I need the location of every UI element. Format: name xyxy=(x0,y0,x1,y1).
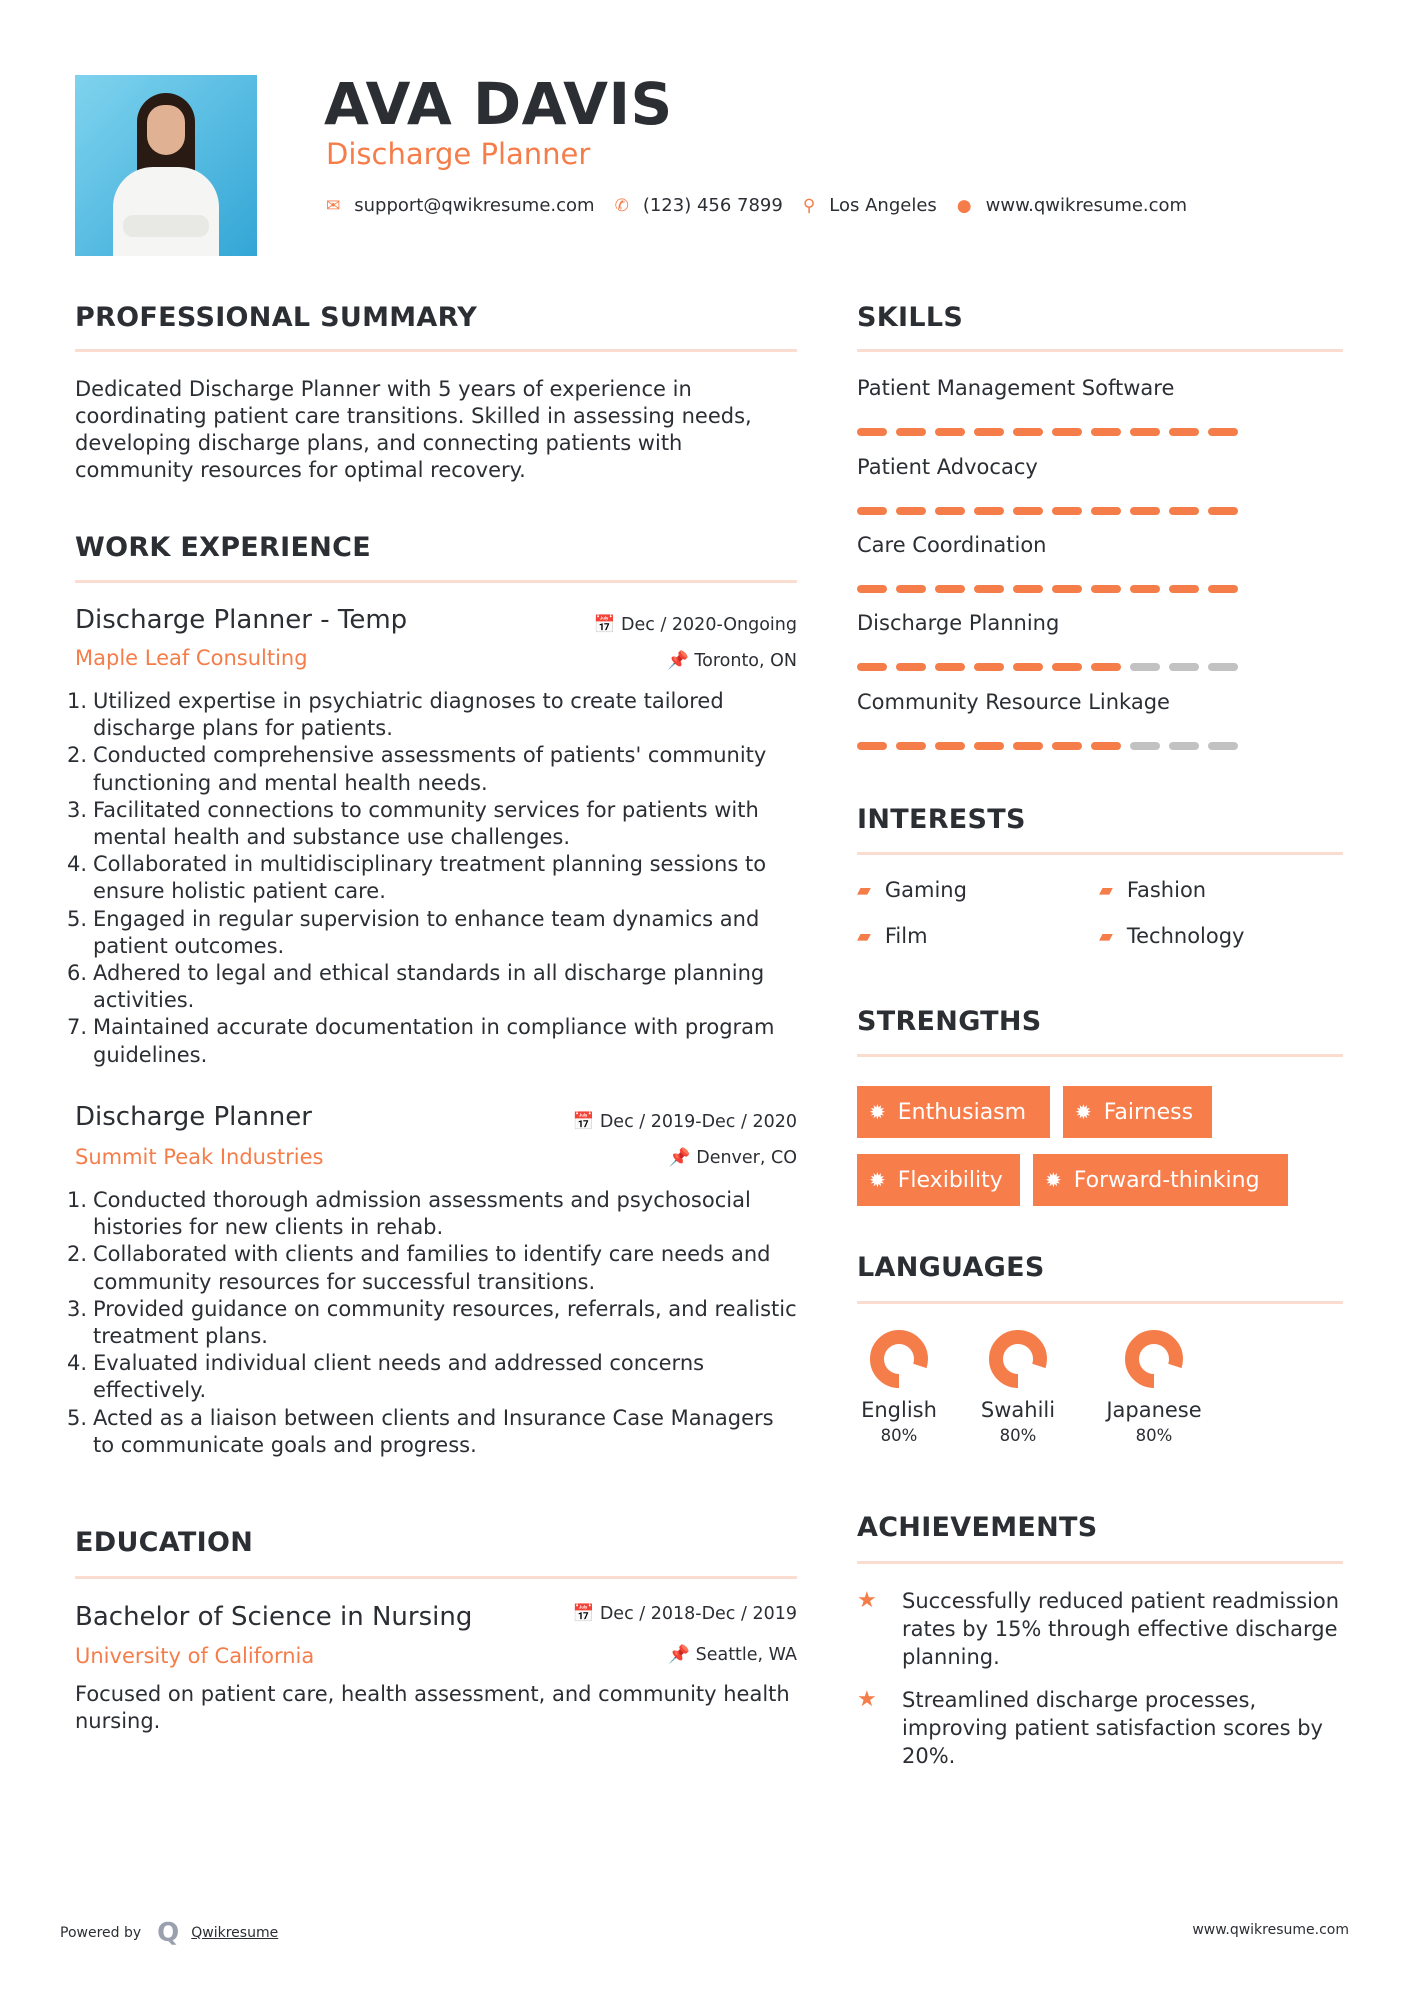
skill-dash xyxy=(857,428,887,436)
star-icon: ★ xyxy=(857,1687,877,1712)
calendar-icon: 📅 xyxy=(572,1112,600,1132)
experience-heading: WORK EXPERIENCE xyxy=(75,532,371,563)
badge-icon: ✹ xyxy=(1075,1100,1092,1124)
language-percent: 80% xyxy=(1135,1426,1173,1445)
skill-dash xyxy=(857,663,887,671)
map-pin-icon: ⚲ xyxy=(802,195,816,216)
skill-rating xyxy=(857,428,1238,436)
skill-dash xyxy=(1052,428,1082,436)
job-location: 📌 Denver, CO xyxy=(668,1148,797,1168)
star-icon: ★ xyxy=(857,1588,877,1613)
book-icon: ▰ xyxy=(857,879,871,901)
skill-dash xyxy=(935,507,965,515)
skill-dash xyxy=(1208,585,1238,593)
language-donut xyxy=(987,1328,1049,1390)
language-item xyxy=(958,1328,1078,1445)
contact-email[interactable]: support@qwikresume.com xyxy=(354,195,595,216)
languages-heading: LANGUAGES xyxy=(857,1252,1045,1283)
skill-dash xyxy=(896,507,926,515)
skill-dash xyxy=(1091,742,1121,750)
skill-dash xyxy=(974,742,1004,750)
job-bullets xyxy=(67,688,800,1069)
summary-text: Dedicated Discharge Planner with 5 years of experience in coordinating patient care transitions. Skilled in assessing needs, developing discharge plans, and connecting patients with community resources for optimal recovery. xyxy=(75,377,752,482)
interests-heading: INTERESTS xyxy=(857,804,1026,835)
skill-dash xyxy=(1013,742,1043,750)
globe-icon: ● xyxy=(956,195,972,216)
skill-dash xyxy=(1169,428,1199,436)
skill-dash xyxy=(1208,507,1238,515)
job-date: 📅 Dec / 2020-Ongoing xyxy=(593,615,797,635)
candidate-title: Discharge Planner xyxy=(326,137,591,171)
skills-heading: SKILLS xyxy=(857,302,964,333)
job-bullets xyxy=(67,1187,800,1459)
language-percent: 80% xyxy=(880,1426,918,1445)
skill-dash xyxy=(1169,742,1199,750)
skill-dash xyxy=(974,428,1004,436)
bullet-item: 6. Adhered to legal and ethical standards in all discharge planning activities. xyxy=(67,961,765,1013)
skill-rating xyxy=(857,742,1238,750)
skill-rating xyxy=(857,507,1238,515)
bullet-item: 5. Acted as a liaison between clients and Insurance Case Managers to communicate goals and progress. xyxy=(67,1405,774,1457)
skill-dash xyxy=(857,585,887,593)
footer-powered: Powered by Q Qwikresume xyxy=(60,1918,279,1948)
bullet-item: 7. Maintained accurate documentation in compliance with program guidelines. xyxy=(67,1015,775,1067)
skill-name: Patient Management Software xyxy=(857,376,1175,400)
skill-name: Discharge Planning xyxy=(857,611,1060,635)
skill-dash xyxy=(1130,585,1160,593)
skill-dash xyxy=(857,742,887,750)
badge-icon: ✹ xyxy=(869,1168,886,1192)
bullet-item: 4. Evaluated individual client needs and addressed concerns effectively. xyxy=(67,1351,705,1403)
bullet-item: 2. Conducted comprehensive assessments of patients' community functioning and mental health needs. xyxy=(67,743,767,795)
skill-dash xyxy=(935,428,965,436)
skill-dash xyxy=(896,585,926,593)
job-company: Maple Leaf Consulting xyxy=(75,646,308,670)
badge-icon: ✹ xyxy=(869,1100,886,1124)
skill-name: Care Coordination xyxy=(857,533,1047,557)
education-description: Focused on patient care, health assessment, and community health nursing. xyxy=(75,1682,790,1733)
skill-dash xyxy=(1208,742,1238,750)
skill-dash xyxy=(1091,585,1121,593)
languages-divider xyxy=(857,1301,1343,1304)
skill-dash xyxy=(1013,507,1043,515)
strength-tag: ✹ Forward-thinking xyxy=(1033,1154,1288,1206)
skill-dash xyxy=(935,585,965,593)
job-location: 📌 Toronto, ON xyxy=(667,651,797,671)
skill-dash xyxy=(1130,742,1160,750)
job-title: Discharge Planner xyxy=(75,1102,312,1132)
strength-tag: ✹ Flexibility xyxy=(857,1154,1020,1206)
skill-dash xyxy=(1169,585,1199,593)
achievements-divider xyxy=(857,1561,1343,1564)
skill-dash xyxy=(1208,428,1238,436)
language-name: English xyxy=(861,1398,937,1422)
badge-icon: ✹ xyxy=(1045,1168,1062,1192)
calendar-icon: 📅 xyxy=(572,1604,600,1624)
language-name: Japanese xyxy=(1106,1398,1202,1422)
skill-dash xyxy=(1169,663,1199,671)
pin-icon: 📌 xyxy=(668,1645,696,1665)
education-location: 📌 Seattle, WA xyxy=(668,1645,797,1665)
skill-dash xyxy=(1091,663,1121,671)
skill-dash xyxy=(1052,663,1082,671)
skill-dash xyxy=(1130,428,1160,436)
contact-phone[interactable]: (123) 456 7899 xyxy=(642,195,783,216)
language-donut xyxy=(868,1328,930,1390)
strength-tag: ✹ Fairness xyxy=(1063,1086,1212,1138)
job-title: Discharge Planner - Temp xyxy=(75,605,408,635)
profile-photo xyxy=(75,75,257,256)
calendar-icon: 📅 xyxy=(593,615,622,635)
book-icon: ▰ xyxy=(1099,879,1113,901)
skills-divider xyxy=(857,349,1343,352)
education-heading: EDUCATION xyxy=(75,1527,254,1558)
skill-dash xyxy=(1091,428,1121,436)
summary-heading: PROFESSIONAL SUMMARY xyxy=(75,302,478,333)
skill-dash xyxy=(1208,663,1238,671)
language-donut xyxy=(1123,1328,1185,1390)
bullet-item: 5. Engaged in regular supervision to enhance team dynamics and patient outcomes. xyxy=(67,906,760,958)
book-icon: ▰ xyxy=(1099,925,1113,947)
language-item xyxy=(839,1328,959,1445)
interest-item: ▰ Technology xyxy=(1099,924,1245,948)
skill-dash xyxy=(974,585,1004,593)
degree-title: Bachelor of Science in Nursing xyxy=(75,1602,473,1632)
skill-dash xyxy=(1013,663,1043,671)
school-name: University of California xyxy=(75,1644,315,1668)
skill-dash xyxy=(1013,585,1043,593)
skill-dash xyxy=(896,663,926,671)
interests-divider xyxy=(857,852,1343,855)
qwikresume-logo-icon: Q xyxy=(157,1918,180,1948)
skill-dash xyxy=(1091,507,1121,515)
skill-dash xyxy=(1013,428,1043,436)
skill-dash xyxy=(896,428,926,436)
brand-link[interactable]: Qwikresume xyxy=(191,1925,279,1941)
skill-dash xyxy=(1130,663,1160,671)
skill-dash xyxy=(974,663,1004,671)
achievement-item: ★ Streamlined discharge processes, improving patient satisfaction scores by 20%. xyxy=(857,1687,1323,1768)
skill-dash xyxy=(1130,507,1160,515)
strengths-heading: STRENGTHS xyxy=(857,1006,1042,1037)
skill-dash xyxy=(1052,507,1082,515)
bullet-item: 3. Provided guidance on community resources, referrals, and realistic treatment plans. xyxy=(67,1296,797,1349)
skill-dash xyxy=(974,507,1004,515)
achievement-item: ★ Successfully reduced patient readmission rates by 15% through effective discharge planning. xyxy=(857,1588,1340,1669)
bullet-item: 1. Conducted thorough admission assessments and psychosocial histories for new clients in rehab. xyxy=(67,1188,751,1240)
bullet-item: 3. Facilitated connections to community services for patients with mental health and substance use challenges. xyxy=(67,797,759,850)
job-date: 📅 Dec / 2019-Dec / 2020 xyxy=(572,1112,797,1132)
experience-divider xyxy=(75,580,797,583)
achievements-heading: ACHIEVEMENTS xyxy=(857,1512,1098,1543)
skill-dash xyxy=(935,742,965,750)
skill-name: Community Resource Linkage xyxy=(857,690,1170,714)
interest-item: ▰ Fashion xyxy=(1099,878,1207,902)
education-date: 📅 Dec / 2018-Dec / 2019 xyxy=(572,1604,797,1624)
skill-dash xyxy=(935,663,965,671)
strengths-divider xyxy=(857,1054,1343,1057)
bullet-item: 2. Collaborated with clients and families to identify care needs and community resources for successful transitions. xyxy=(67,1242,771,1294)
pin-icon: 📌 xyxy=(668,1148,697,1168)
skill-dash xyxy=(1052,742,1082,750)
contact-location: Los Angeles xyxy=(829,195,937,216)
language-name: Swahili xyxy=(980,1398,1056,1422)
strength-tag: ✹ Enthusiasm xyxy=(857,1086,1050,1138)
interest-item: ▰ Gaming xyxy=(857,878,967,902)
footer-site[interactable]: www.qwikresume.com xyxy=(1192,1922,1349,1938)
pin-icon: 📌 xyxy=(667,651,695,671)
skill-dash xyxy=(857,507,887,515)
bullet-item: 4. Collaborated in multidisciplinary treatment planning sessions to ensure holistic patient care. xyxy=(67,852,767,904)
skill-dash xyxy=(896,742,926,750)
interest-item: ▰ Film xyxy=(857,924,928,948)
contact-website[interactable]: www.qwikresume.com xyxy=(985,195,1188,216)
education-divider xyxy=(75,1576,797,1579)
phone-icon: ✆ xyxy=(614,195,629,216)
book-icon: ▰ xyxy=(857,925,871,947)
contact-bar xyxy=(326,195,1207,216)
skill-rating xyxy=(857,585,1238,593)
skill-rating xyxy=(857,663,1238,671)
language-item xyxy=(1094,1328,1214,1445)
skill-dash xyxy=(1052,585,1082,593)
bullet-item: 1. Utilized expertise in psychiatric diagnoses to create tailored discharge plans for patients. xyxy=(67,689,724,741)
skill-dash xyxy=(1169,507,1199,515)
job-company: Summit Peak Industries xyxy=(75,1145,324,1169)
envelope-icon: ✉ xyxy=(326,195,341,216)
candidate-name: AVA DAVIS xyxy=(324,70,673,138)
skill-name: Patient Advocacy xyxy=(857,455,1038,479)
summary-divider xyxy=(75,349,797,352)
language-percent: 80% xyxy=(999,1426,1037,1445)
